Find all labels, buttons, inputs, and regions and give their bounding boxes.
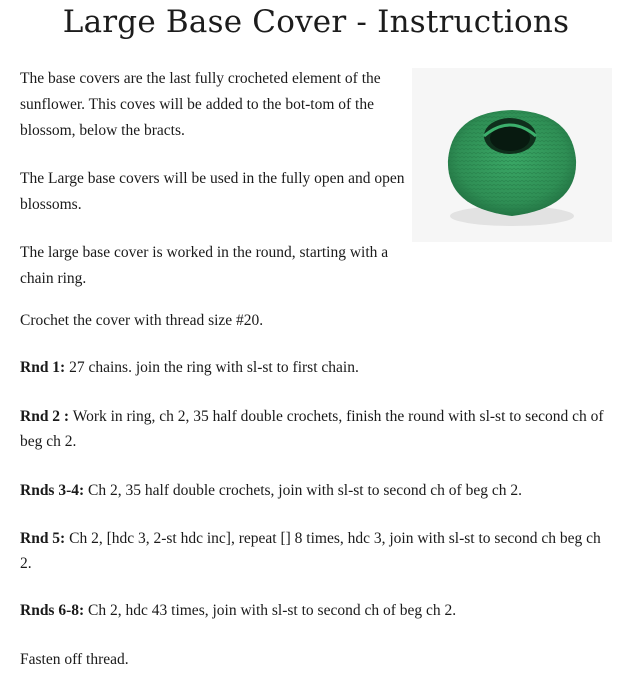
intro-text [20,66,405,292]
intro-paragraph-2: The Large base covers will be used in the fully open and open blossoms. [20,170,405,213]
round-5-text: Ch 2, [hdc 3, 2-st hdc inc], repeat [] 8 times, hdc 3, join with sl-st to second ch beg ch 2. [20,530,601,572]
closing-instruction: Fasten off thread. [20,651,129,668]
crochet-base-cover-image [412,68,612,242]
round-5-instruction [20,526,615,576]
round-1-label: Rnd 1: [20,359,66,376]
round-2-instruction [20,404,615,454]
round-1-instruction [20,355,610,380]
rounds-3-4-instruction [20,478,615,503]
round-1-text: 27 chains. join the ring with sl-st to first chain. [65,359,359,376]
round-2-label: Rnd 2 : [20,408,70,425]
rounds-3-4-label: Rnds 3-4: [20,482,85,499]
intro-paragraph-1: The base covers are the last fully crocheted element of the sunflower. This coves will be added to the bot-tom of the blossom, below the bracts. [20,70,381,139]
rounds-3-4-text: Ch 2, 35 half double crochets, join with sl-st to second ch of beg ch 2. [84,482,522,499]
rounds-6-8-instruction [20,598,615,623]
base-cover-photo [412,68,612,242]
intro-paragraph-3: The large base cover is worked in the round, starting with a chain ring. [20,244,389,287]
round-5-label: Rnd 5: [20,530,66,547]
page-title: Large Base Cover - Instructions [62,4,570,40]
round-2-text: Work in ring, ch 2, 35 half double crochets, finish the round with sl-st to second ch of beg ch 2. [20,408,604,450]
rounds-6-8-text: Ch 2, hdc 43 times, join with sl-st to second ch of beg ch 2. [84,602,457,619]
thread-note: Crochet the cover with thread size #20. [20,312,264,329]
rounds-6-8-label: Rnds 6-8: [20,602,85,619]
